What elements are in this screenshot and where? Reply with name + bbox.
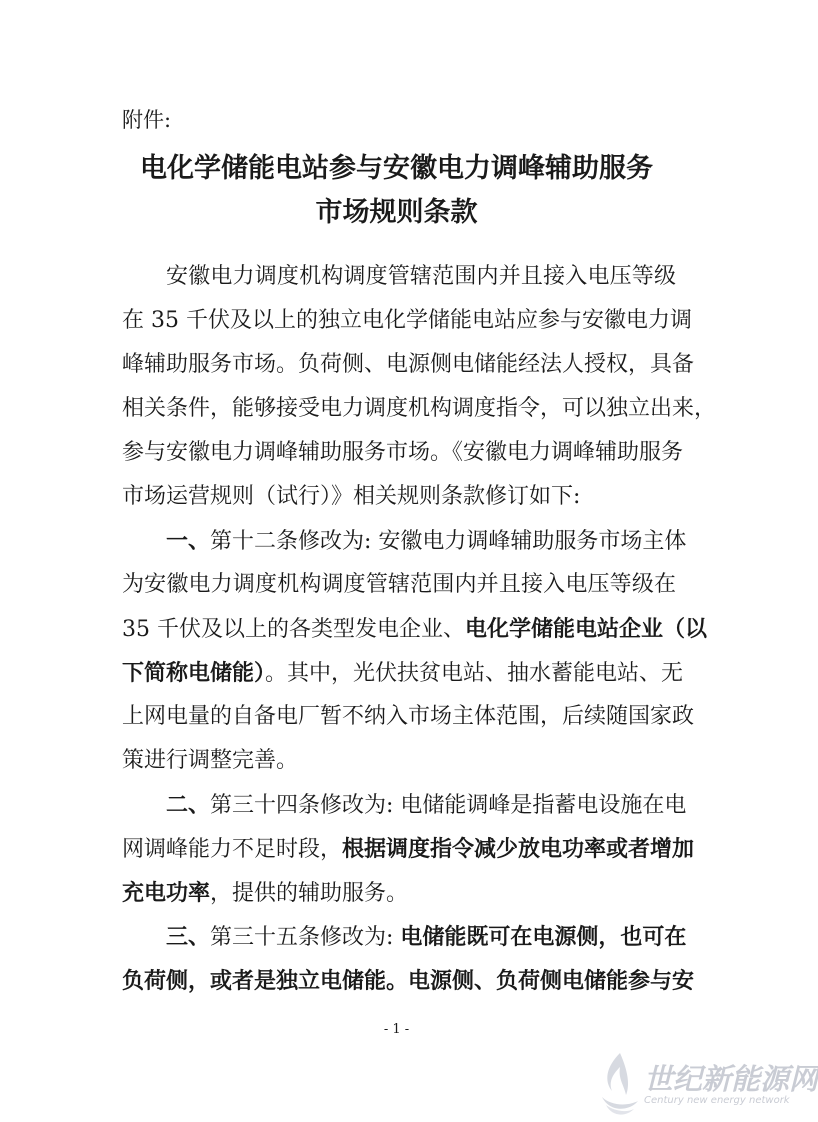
clause-2-line	[122, 878, 676, 908]
clause-1-bold-text: 电化学储能电站企业（以	[465, 616, 708, 642]
clause-1-line	[166, 526, 687, 556]
clause-3-text: 第三十五条修改为:	[210, 925, 401, 950]
clause-2-text: 第三十四条修改为: 电储能调峰是指蓄电设施在电	[210, 793, 687, 818]
clause-1-line	[122, 614, 708, 644]
clause-3-line	[166, 922, 687, 952]
clause-2-text: 网调峰能力不足时段，	[122, 837, 343, 862]
attachment-label: 附件:	[122, 108, 172, 132]
clause-2-number: 二、	[166, 792, 211, 818]
clause-1-line: 上网电量的自备电厂暂不纳入市场主体范围，后续随国家政	[122, 704, 695, 729]
clause-2-bold-text: 根据调度指令减少放电功率或者增加	[342, 836, 695, 862]
clause-1-bold-text: 下简称电储能）	[122, 660, 266, 686]
intro-line: 在 35 千伏及以上的独立电化学储能电站应参与安徽电力调	[122, 308, 692, 333]
intro-line: 峰辅助服务市场。负荷侧、电源侧电储能经法人授权，具备	[122, 352, 695, 377]
clause-2-text: ，提供的辅助服务。	[210, 881, 409, 906]
clause-1-line	[122, 658, 684, 688]
clause-1-number: 一、	[166, 528, 211, 554]
document-title-line-2: 市场规则条款	[315, 197, 478, 228]
clause-1-line: 为安徽电力调度机构调度管辖范围内并且接入电压等级在	[122, 572, 676, 597]
clause-3-bold-text: 电储能既可在电源侧，也可在	[400, 924, 687, 950]
flame-logo-icon	[596, 1049, 642, 1119]
clause-1-text: 。其中，光伏扶贫电站、抽水蓄能电站、无	[265, 661, 684, 686]
clause-1-text: 35 千伏及以上的各类型发电企业、	[122, 617, 465, 642]
watermark	[596, 1045, 818, 1122]
intro-line: 市场运营规则（试行）》相关规则条款修订如下:	[122, 484, 581, 509]
clause-2-bold-text: 充电功率	[122, 880, 211, 906]
clause-2-line	[166, 790, 687, 820]
page-number: - 1 -	[383, 1022, 410, 1037]
clause-1-line: 策进行调整完善。	[122, 748, 299, 773]
intro-line: 安徽电力调度机构调度管辖范围内并且接入电压等级	[166, 264, 676, 289]
clause-3-line: 负荷侧，或者是独立电储能。电源侧、负荷侧电储能参与安	[122, 968, 695, 994]
intro-line: 参与安徽电力调峰辅助服务市场。《安徽电力调峰辅助服务	[122, 440, 684, 465]
clause-2-line	[122, 834, 695, 864]
watermark-chinese-text: 世纪新能源网	[644, 1062, 818, 1096]
document-title-line-1: 电化学储能电站参与安徽电力调峰辅助服务	[140, 153, 653, 184]
intro-line: 相关条件，能够接受电力调度机构调度指令，可以独立出来，	[122, 396, 717, 421]
clause-3-number: 三、	[166, 924, 211, 950]
watermark-english-text: Century new energy network	[644, 1095, 790, 1106]
clause-1-text: 第十二条修改为: 安徽电力调峰辅助服务市场主体	[210, 529, 687, 554]
